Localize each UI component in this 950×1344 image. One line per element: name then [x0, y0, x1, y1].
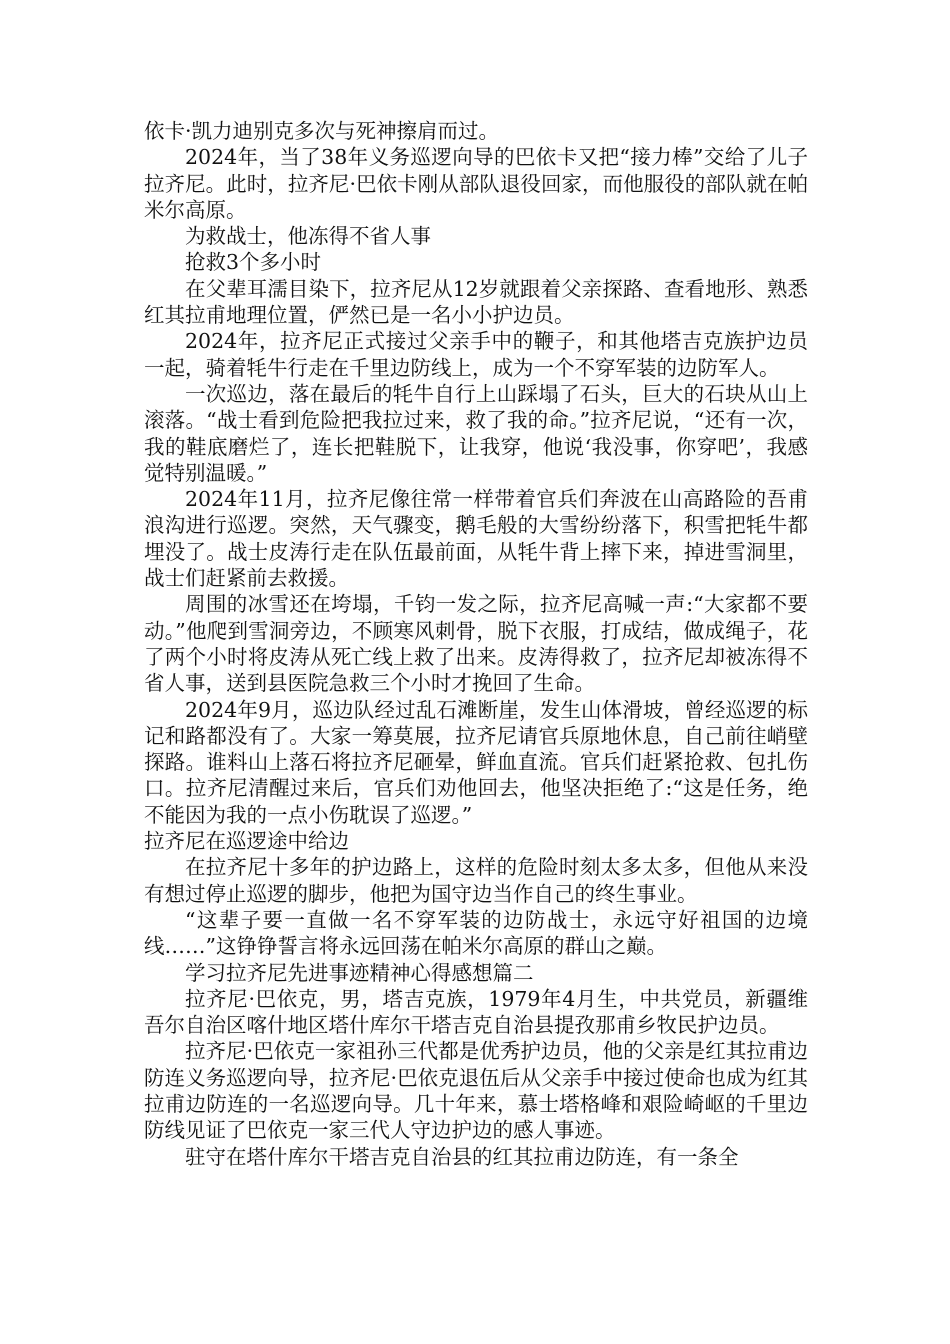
paragraph-3: 在父辈耳濡目染下，拉齐尼从12岁就跟着父亲探路、查看地形、熟悉红其拉甫地理位置，俨然已是一名小小护边员。 — [144, 276, 808, 328]
paragraph-10: “这辈子要一直做一名不穿军装的边防战士，永远守好祖国的边境线……”这铮铮誓言将永远回荡在帕米尔高原的群山之巅。 — [144, 907, 808, 959]
paragraph-8: 2024年9月，巡边队经过乱石滩断崖，发生山体滑坡，曾经巡逻的标记和路都没有了。大家一筹莫展，拉齐尼请官兵原地休息，自己前往峭壁探路。谁料山上落石将拉齐尼砸晕，鲜血直流。官兵们赶紧抢救、包扎伤口。拉齐尼清醒过来后，官兵们劝他回去，他坚决拒绝了:“这是任务，绝不能因为我的一点小伤耽误了巡逻。” — [144, 697, 808, 827]
paragraph-7: 周围的冰雪还在垮塌，千钧一发之际，拉齐尼高喊一声:“大家都不要动。”他爬到雪洞旁边，不顾寒风刺骨，脱下衣服，打成结，做成绳子，花了两个小时将皮涛从死亡线上救了出来。皮涛得救了，拉齐尼却被冻得不省人事，送到县医院急救三个小时才挽回了生命。 — [144, 592, 808, 696]
document-page — [144, 118, 808, 1170]
paragraph-11: 拉齐尼·巴依克，男，塔吉克族，1979年4月生，中共党员，新疆维吾尔自治区喀什地区塔什库尔干塔吉克自治县提孜那甫乡牧民护边员。 — [144, 986, 808, 1038]
paragraph-13: 驻守在塔什库尔干塔吉克自治县的红其拉甫边防连，有一条全 — [185, 1144, 739, 1169]
section-heading-line-2: 抢救3个多小时 — [185, 250, 322, 275]
paragraph-1: 依卡·凯力迪别克多次与死神擦肩而过。 — [144, 119, 500, 143]
image-caption: 拉齐尼在巡逻途中给边 — [144, 829, 349, 854]
paragraph-5: 一次巡边，落在最后的牦牛自行上山踩塌了石头，巨大的石块从山上滚落。“战士看到危险把我拉过来，救了我的命。”拉齐尼说，“还有一次，我的鞋底磨烂了，连长把鞋脱下，让我穿，他说‘我没事，你穿吧’，我感觉特别温暖。” — [144, 381, 808, 485]
paragraph-2: 2024年，当了38年义务巡逻向导的巴依卡又把“接力棒”交给了儿子拉齐尼。此时，拉齐尼·巴依卡刚从部队退役回家，而他服役的部队就在帕米尔高原。 — [144, 145, 808, 222]
section-heading-line-1: 为救战士，他冻得不省人事 — [185, 224, 431, 249]
paragraph-6: 2024年11月，拉齐尼像往常一样带着官兵们奔波在山高路险的吾甫浪沟进行巡逻。突然，天气骤变，鹅毛般的大雪纷纷落下，积雪把牦牛都埋没了。战士皮涛行走在队伍最前面，从牦牛背上摔下来，掉进雪洞里，战士们赶紧前去救援。 — [144, 487, 808, 591]
paragraph-12: 拉齐尼·巴依克一家祖孙三代都是优秀护边员，他的父亲是红其拉甫边防连义务巡逻向导，拉齐尼·巴依克退伍后从父亲手中接过使命也成为红其拉甫边防连的一名巡逻向导。几十年来，慕士塔格峰和艰险崎岖的千里边防线见证了巴依克一家三代人守边护边的感人事迹。 — [144, 1039, 808, 1143]
section-title-part-two: 学习拉齐尼先进事迹精神心得感想篇二 — [185, 960, 534, 985]
paragraph-9: 在拉齐尼十多年的护边路上，这样的危险时刻太多太多，但他从来没有想过停止巡逻的脚步，他把为国守边当作自己的终生事业。 — [144, 855, 808, 906]
paragraph-4: 2024年，拉齐尼正式接过父亲手中的鞭子，和其他塔吉克族护边员一起，骑着牦牛行走在千里边防线上，成为一个不穿军装的边防军人。 — [144, 329, 808, 380]
